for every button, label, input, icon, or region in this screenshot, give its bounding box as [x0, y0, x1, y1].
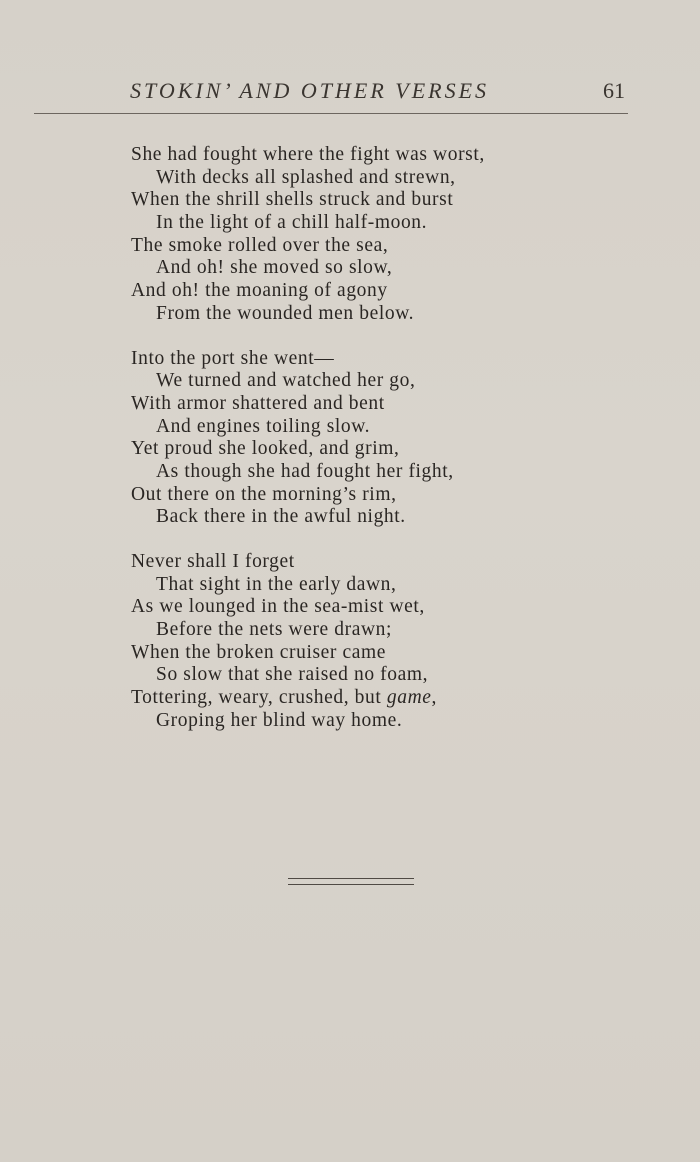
- page-header: [0, 78, 700, 108]
- poem-line: [131, 144, 651, 167]
- poem-line: [131, 596, 651, 619]
- poem-line-text: Tottering, weary, crushed, but: [131, 687, 382, 709]
- poem-line-text: And engines toiling slow.: [156, 415, 371, 437]
- poem-line-emphasis: game: [386, 687, 432, 709]
- poem-line: [131, 619, 651, 642]
- poem-line: [131, 438, 651, 461]
- poem-line: [131, 484, 651, 507]
- poem-line-text: In the light of a chill half-moon.: [156, 212, 428, 234]
- poem-line-text: Back there in the awful night.: [156, 506, 406, 528]
- end-rule-bottom: [288, 884, 414, 885]
- poem-line: [131, 574, 651, 597]
- stanza: [131, 144, 651, 326]
- header-rule: [34, 113, 628, 114]
- poem-line: [131, 212, 651, 235]
- poem-line: [131, 280, 651, 303]
- poem-line-text: Never shall I forget: [131, 551, 295, 572]
- poem-line-text: And oh! the moaning of agony: [131, 280, 388, 302]
- poem-line-text: Into the port she went—: [131, 347, 335, 369]
- poem-line-text: The smoke rolled over the sea,: [131, 234, 389, 256]
- poem-line-text: We turned and watched her go,: [156, 370, 416, 392]
- poem-line: [131, 167, 651, 190]
- poem: [131, 144, 651, 755]
- poem-line-text: Yet proud she looked, and grim,: [131, 438, 400, 460]
- poem-line-text: Out there on the morning’s rim,: [131, 483, 397, 505]
- poem-line: [131, 664, 651, 687]
- stanza: [131, 348, 651, 530]
- poem-line-text: She had fought where the fight was worst,: [131, 144, 485, 165]
- poem-line-text: When the shrill shells struck and burst: [131, 189, 454, 211]
- poem-line-text: And oh! she moved so slow,: [156, 257, 393, 279]
- poem-line: [131, 551, 651, 574]
- poem-line: [131, 348, 651, 371]
- poem-line: [131, 257, 651, 280]
- poem-line: [131, 710, 651, 733]
- poem-line-text: That sight in the early dawn,: [156, 573, 397, 595]
- poem-line-text: So slow that she raised no foam,: [156, 664, 429, 686]
- poem-line-punctuation: ,: [431, 687, 437, 709]
- page-number: 61: [603, 78, 625, 103]
- poem-line-text: Before the nets were drawn;: [156, 619, 393, 641]
- poem-line: [131, 461, 651, 484]
- poem-line: [131, 642, 651, 665]
- poem-line: [131, 189, 651, 212]
- poem-line: [131, 506, 651, 529]
- poem-line: [131, 235, 651, 258]
- poem-line-text: When the broken cruiser came: [131, 641, 387, 663]
- poem-line-text: Groping her blind way home.: [156, 709, 403, 731]
- poem-line: [131, 393, 651, 416]
- poem-line-text: As we lounged in the sea-mist wet,: [131, 596, 425, 618]
- running-title: STOKIN’ AND OTHER VERSES: [130, 78, 490, 103]
- poem-line: [131, 303, 651, 326]
- poem-line-text: From the wounded men below.: [156, 302, 415, 324]
- end-rule-top: [288, 878, 414, 879]
- poem-line: [131, 370, 651, 393]
- poem-line-text: With armor shattered and bent: [131, 392, 385, 414]
- poem-line-text: As though she had fought her fight,: [156, 460, 454, 482]
- poem-line: [131, 687, 651, 710]
- poem-line-text: With decks all splashed and strewn,: [156, 166, 456, 188]
- stanza: [131, 551, 651, 733]
- poem-line: [131, 416, 651, 439]
